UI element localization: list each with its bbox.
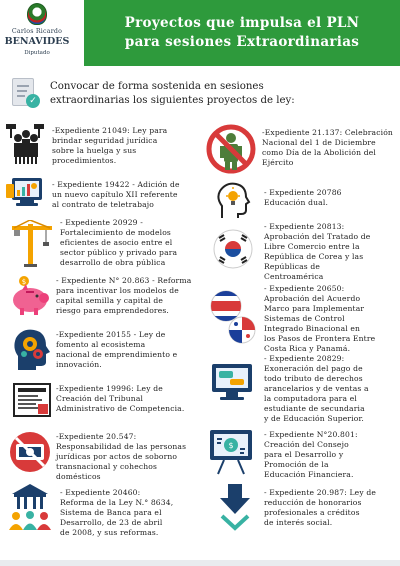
computer-chat-icon — [210, 360, 256, 406]
left-item-4 — [4, 272, 204, 322]
piggy-bank-icon — [8, 274, 52, 318]
head-gears-icon — [10, 326, 52, 374]
right-item-1 — [206, 124, 400, 176]
left-item-3 — [4, 218, 204, 270]
right-item-4-text: - Expediente 20650: Aprobación del Acuerdo Marco para Implementar Sistemas de Control Integrado Binacional en los Pasos de Frontera Entre Costa Rica y Panamá. — [264, 284, 376, 353]
right-item-7-text: - Expediente 20.987: Ley de reducción de honorarios profesionales a créditos de interés social. — [264, 488, 376, 527]
footer-band — [0, 560, 400, 566]
left-item-3-text: - Expediente 20929 - Fortalecimiento de modelos eficientes de asocio entre el sector público y privado para desarrollo de obra pública — [60, 218, 178, 267]
costa-rica-panama-flags-icon — [208, 288, 258, 346]
logo — [0, 0, 72, 70]
right-item-6 — [206, 428, 400, 480]
no-army-icon — [206, 124, 256, 174]
presentation-board-icon — [208, 428, 254, 476]
no-money-icon — [8, 430, 52, 474]
bank-team-icon — [6, 482, 54, 532]
logo-role: Diputado — [24, 50, 50, 56]
intro-line-2: extraordinarias los siguientes proyectos de ley: — [50, 95, 295, 106]
title-line-1: Proyectos que impulsa el PLN — [124, 15, 360, 31]
right-item-3-text: - Expediente 20813: Aprobación del Tratado de Libre Comercio entre la República de Corea y las Repúblicas de Centroamérica — [264, 222, 371, 281]
computer-dashboard-icon — [6, 176, 46, 212]
right-item-5 — [206, 354, 400, 426]
logo-surname: BENAVIDES — [4, 36, 70, 47]
left-item-8 — [4, 482, 204, 537]
right-item-1-text: -Expediente 21.137: Celebración Nacional del 1 de Diciembre como Día de la Abolición del Ejército — [262, 128, 393, 167]
right-item-3 — [206, 222, 400, 284]
intro-text — [50, 80, 390, 108]
protest-people-icon — [4, 124, 48, 166]
svg-text:$: $ — [21, 278, 27, 286]
construction-crane-icon — [10, 220, 54, 268]
left-item-6 — [4, 380, 204, 422]
title-banner — [84, 0, 400, 66]
logo-name-line: Carlos Ricardo — [11, 28, 63, 35]
right-item-4 — [206, 284, 400, 356]
header — [0, 0, 400, 70]
costa-rica-emblem-icon — [27, 3, 47, 25]
left-item-8-text: - Expediente 20460: Reforma de la Ley N.° 8634, Sistema de Banca para el Desarrollo, de 23 de abril de 2008, y sus reformas. — [60, 488, 174, 537]
left-item-6-text: -Expediente 19996: Ley de Creación del Tribunal Administrativo de Competencia. — [56, 384, 185, 413]
left-item-2-text: - Expediente 19422 - Adición de un nuevo capítulo XII referente al contrato de teletrabajo — [52, 180, 180, 209]
left-item-1-text: -Expediente 21049: Ley para brindar seguridad jurídica sobre la huelga y sus procedimientos. — [52, 126, 168, 165]
left-item-5 — [4, 326, 204, 378]
court-building-icon — [12, 382, 52, 420]
right-item-7 — [206, 484, 400, 536]
left-item-5-text: -Expediente 20155 - Ley de fomento al ecosistema nacional de emprendimiento e innovación. — [56, 330, 178, 369]
svg-text:$: $ — [228, 441, 234, 450]
intro-line-1: Convocar de forma sostenida en sesiones — [50, 81, 264, 92]
left-item-7-text: -Expediente 20.547: Responsabilidad de las personas jurídicas por actos de soborno transnacional y cohechos domésticos — [56, 432, 187, 481]
left-item-2 — [4, 176, 204, 214]
checkmark-icon: ✓ — [26, 94, 40, 108]
left-item-7 — [4, 428, 204, 481]
download-arrow-icon — [218, 484, 252, 532]
intro — [12, 78, 392, 112]
right-item-6-text: - Expediente N°20.801: Creación del Consejo para el Desarrollo y Promoción de la Educación Financiera. — [264, 430, 358, 479]
korea-flag-icon — [212, 228, 254, 270]
title-line-2: para sesiones Extraordinarias — [124, 34, 360, 50]
left-item-4-text: - Expediente N° 20.863 - Reforma para incentivar los modelos de capital semilla y capital de riesgo para emprendedores. — [56, 276, 192, 315]
right-item-5-text: - Expediente 20829: Exoneración del pago de todo tributo de derechos arancelarios y de ventas a la computadora para el estudiante de secundaria y de Educación Superior. — [264, 354, 369, 423]
left-item-1 — [4, 124, 204, 168]
right-item-2-text: - Expediente 20786 Educación dual. — [264, 188, 342, 207]
head-idea-icon — [216, 182, 252, 220]
right-item-2 — [206, 180, 400, 220]
